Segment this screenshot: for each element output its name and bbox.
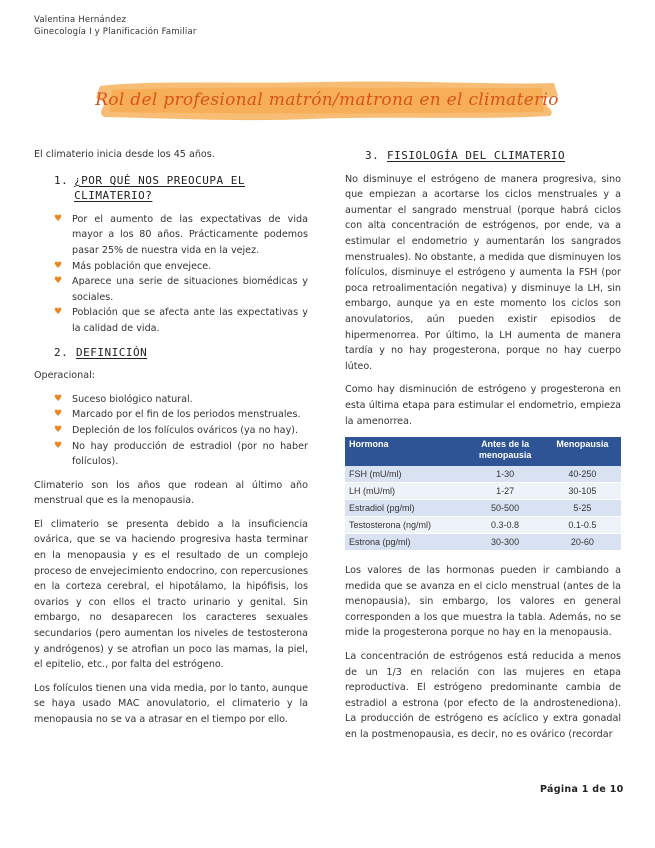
list-item: ♥ Marcado por el fin de los periodos menstruales. xyxy=(34,407,308,423)
list-item: ♥ No hay producción de estradiol (por no haber folículos). xyxy=(34,439,308,470)
paragraph: Climaterio son los años que rodean al último año menstrual que es la menopausia. xyxy=(34,479,308,507)
section-1-list xyxy=(34,212,308,337)
table-cell: FSH (mU/ml) xyxy=(345,466,466,483)
list-item: ♥ Suceso biológico natural. xyxy=(34,392,308,408)
section-number: 3. xyxy=(365,149,380,162)
list-item: ♥ Aparece una serie de situaciones biomédicas y sociales. xyxy=(34,274,308,305)
table-header-row xyxy=(345,437,621,466)
section-2-heading xyxy=(54,345,308,361)
author-name: Valentina Hernández xyxy=(34,15,127,25)
table-cell: Estrona (pg/ml) xyxy=(345,534,466,551)
list-item: ♥ Por el aumento de las expectativas de vida mayor a los 80 años. Prácticamente podemos pasar 25% de nuestra vida en la vejez. xyxy=(34,212,308,259)
page-number: Página 1 de 10 xyxy=(540,784,624,795)
definition-label: Operacional: xyxy=(34,370,96,382)
section-number: 1. xyxy=(54,173,69,187)
table-row xyxy=(345,466,621,483)
table-cell: 1-30 xyxy=(466,466,543,483)
table-cell: 5-25 xyxy=(544,500,621,517)
left-column xyxy=(34,147,308,736)
document-header xyxy=(34,14,197,38)
section-title: ¿POR QUÉ NOS PREOCUPA EL CLIMATERIO? xyxy=(74,173,246,203)
section-title: DEFINICIÓN xyxy=(76,345,148,359)
paragraph: El climaterio se presenta debido a la insuficiencia ovárica, que se va haciendo progresiva hasta terminar en la menopausia y es el resultado de un complejo proceso de envejecimiento endocrino, con repercusiones en la corteza cerebral, el hipotálamo, la hipófisis, los ovarios y con ellos el tracto urinario y genital. Sin embargo, no desaparecen los caracteres sexuales secundarios (pero aumentan los niveles de testosterona y andrógenos) y se atrofian un poco las mamas, la piel, el epitelio, etc., por falta del estrógeno. xyxy=(34,518,308,671)
table-cell: 20-60 xyxy=(544,534,621,551)
section-2-list xyxy=(34,392,308,470)
right-column xyxy=(345,148,621,751)
course-name: Ginecología I y Planificación Familiar xyxy=(34,27,197,37)
table-cell: 40-250 xyxy=(544,466,621,483)
column-header: Menopausia xyxy=(544,437,621,466)
paragraph: No disminuye el estrógeno de manera progresiva, sino que empiezan a acortarse los ciclos menstruales y a aumentar el sangrado menstrual (porque habrá ciclos con alta concentración de estrógenos, por ende, va a estimular el endometrio y aumentarán los sangrados menstruales). No obstante, a medida que disminuyen los folículos, disminuye el estrógeno y aumenta la FSH (por poca retroalimentación negativa) y disminuye la LH, sin embargo, aunque ya en este momento los ciclos son anovulatorios, aún pueden existir episodios de hipermenorrea. Por último, la LH aumenta de manera tardía y no hay progesterona, porque no hay cuerpo lúteo. xyxy=(345,173,621,372)
paragraph: Los folículos tienen una vida media, por lo tanto, aunque se haya usado MAC anovulatorio, el climaterio y la menopausia no se va a atrasar en el tiempo por ello. xyxy=(34,682,308,725)
section-3-heading xyxy=(365,148,621,164)
intro-text: El climaterio inicia desde los 45 años. xyxy=(34,149,215,160)
table-row xyxy=(345,517,621,534)
hormone-table xyxy=(345,437,621,551)
table-cell: 0.1-0.5 xyxy=(544,517,621,534)
paragraph: Los valores de las hormonas pueden ir cambiando a medida que se avanza en el ciclo menstrual (antes de la menopausia), sin embargo, los valores en general corresponden a los que muestra la tabla. Además, no se mide la progesterona porque no hay en la menopausia. xyxy=(345,565,621,639)
list-item: ♥ Más población que envejece. xyxy=(34,259,308,275)
table-cell: Testosterona (ng/ml) xyxy=(345,517,466,534)
section-title: FISIOLOGÍA DEL CLIMATERIO xyxy=(387,149,566,162)
table-cell: LH (mU/ml) xyxy=(345,483,466,500)
column-header: Hormona xyxy=(345,437,466,466)
paragraph: La concentración de estrógenos está reducida a menos de un 1/3 en relación con las mujeres en etapa reproductiva. El estrógeno predominante cambia de estradiol a estrona (por efecto de la androstenediona). La producción de estrógeno es acíclico y extra gonadal en la postmenopausia, es decir, no es ovárico (recordar xyxy=(345,651,621,741)
table-cell: 50-500 xyxy=(466,500,543,517)
table-cell: 30-105 xyxy=(544,483,621,500)
list-item: ♥ Depleción de los folículos ováricos (ya no hay). xyxy=(34,423,308,439)
table-cell: 1-27 xyxy=(466,483,543,500)
table-cell: 0.3-0.8 xyxy=(466,517,543,534)
page-title: Rol del profesional matrón/matrona en el climaterio xyxy=(95,90,559,110)
table-cell: Estradiol (pg/ml) xyxy=(345,500,466,517)
table-row xyxy=(345,534,621,551)
table-row xyxy=(345,483,621,500)
paragraph: Como hay disminución de estrógeno y progesterona en esta última etapa para estimular el endometrio, empieza la amenorrea. xyxy=(345,384,621,427)
section-1-heading xyxy=(54,173,308,204)
table-row xyxy=(345,500,621,517)
column-header: Antes de la menopausia xyxy=(466,437,543,466)
table-cell: 30-300 xyxy=(466,534,543,551)
title-banner xyxy=(92,76,562,124)
section-number: 2. xyxy=(54,345,69,359)
list-item: ♥ Población que se afecta ante las expectativas y la calidad de vida. xyxy=(34,305,308,336)
